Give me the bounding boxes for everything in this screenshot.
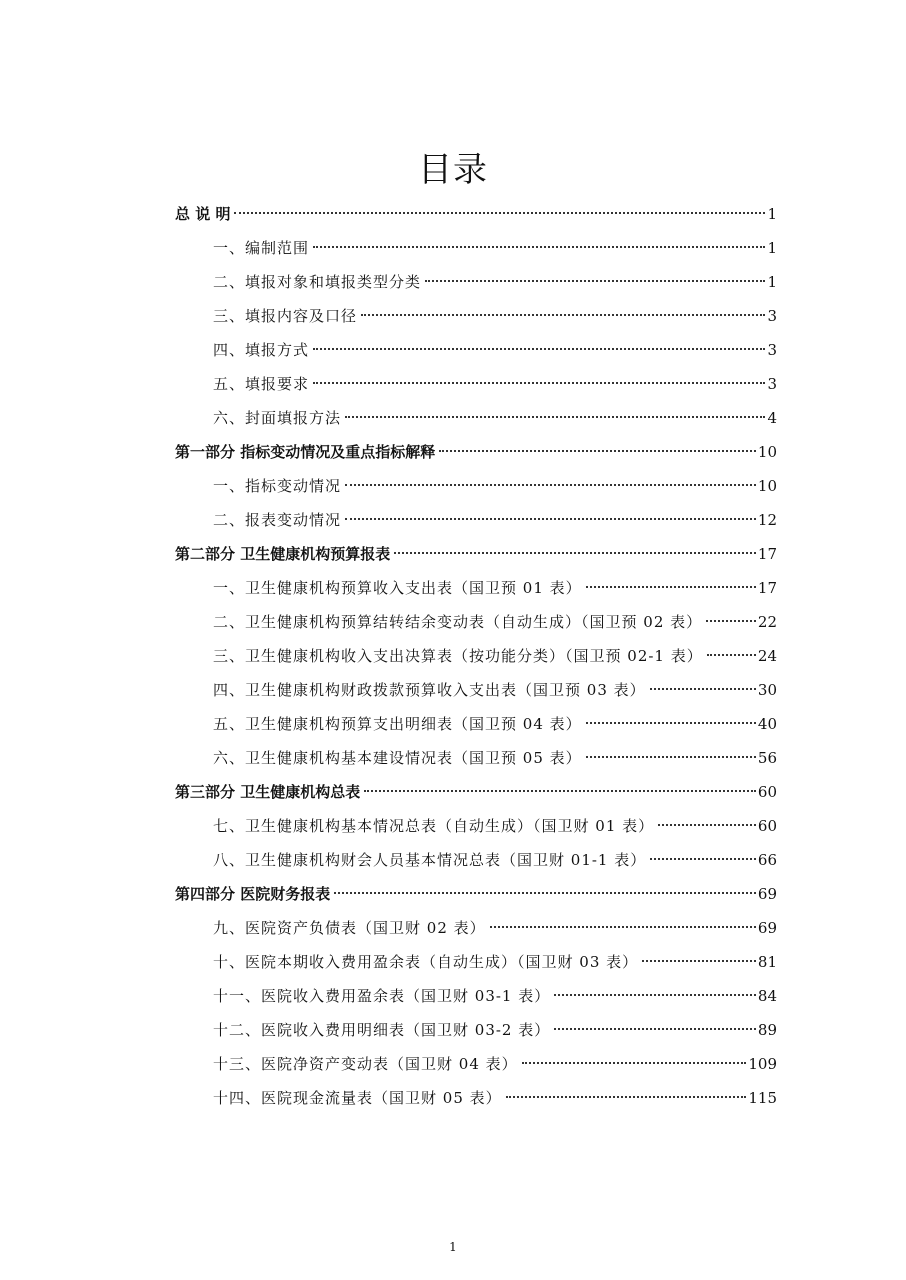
toc-entry-page-number: 1	[767, 205, 777, 223]
toc-dot-leader	[554, 1028, 756, 1030]
toc-dot-leader	[650, 688, 756, 690]
toc-entry-page-number: 109	[748, 1055, 777, 1073]
toc-entry-label: 七、卫生健康机构基本情况总表（自动生成）（国卫财 01 表）	[213, 817, 655, 835]
toc-dot-leader	[642, 960, 756, 962]
toc-entry-page-number: 4	[767, 409, 777, 427]
toc-subsection-entry[interactable]	[175, 571, 777, 605]
toc-entry-label: 三、卫生健康机构收入支出决算表（按功能分类）（国卫预 02-1 表）	[213, 647, 703, 665]
toc-entry-page-number: 89	[757, 1021, 777, 1039]
toc-entry-page-number: 84	[757, 987, 777, 1005]
toc-dot-leader	[345, 484, 756, 486]
toc-entry-page-number: 3	[767, 341, 777, 359]
toc-dot-leader	[313, 348, 765, 350]
toc-section-entry[interactable]	[175, 197, 777, 231]
toc-entry-page-number: 3	[767, 375, 777, 393]
toc-entry-page-number: 60	[757, 783, 777, 801]
toc-subsection-entry[interactable]	[175, 367, 777, 401]
toc-dot-leader	[586, 586, 756, 588]
toc-entry-label: 五、填报要求	[213, 375, 310, 393]
toc-subsection-entry[interactable]	[175, 1013, 777, 1047]
toc-dot-leader	[313, 246, 765, 248]
toc-entry-label: 十四、医院现金流量表（国卫财 05 表）	[213, 1089, 502, 1107]
toc-subsection-entry[interactable]	[175, 979, 777, 1013]
toc-entry-page-number: 56	[757, 749, 777, 767]
toc-dot-leader	[425, 280, 765, 282]
toc-entry-label: 第三部分 卫生健康机构总表	[175, 783, 361, 801]
toc-section-entry[interactable]	[175, 537, 777, 571]
page-title: 目录	[418, 150, 488, 190]
toc-subsection-entry[interactable]	[175, 503, 777, 537]
toc-entry-page-number: 10	[757, 477, 777, 495]
toc-subsection-entry[interactable]	[175, 911, 777, 945]
toc-dot-leader	[706, 620, 756, 622]
toc-entry-page-number: 17	[757, 545, 777, 563]
toc-dot-leader	[345, 518, 756, 520]
toc-section-entry[interactable]	[175, 435, 777, 469]
toc-dot-leader	[439, 450, 756, 452]
toc-entry-page-number: 69	[757, 919, 777, 937]
toc-entry-label: 二、填报对象和填报类型分类	[213, 273, 422, 291]
toc-dot-leader	[361, 314, 765, 316]
toc-entry-page-number: 1	[767, 239, 777, 257]
toc-section-entry[interactable]	[175, 775, 777, 809]
toc-entry-label: 十一、医院收入费用盈余表（国卫财 03-1 表）	[213, 987, 551, 1005]
toc-subsection-entry[interactable]	[175, 741, 777, 775]
toc-entry-label: 五、卫生健康机构预算支出明细表（国卫预 04 表）	[213, 715, 582, 733]
toc-dot-leader	[394, 552, 756, 554]
toc-entry-label: 第四部分 医院财务报表	[175, 885, 331, 903]
toc-entry-label: 十、医院本期收入费用盈余表（自动生成）（国卫财 03 表）	[213, 953, 639, 971]
toc-entry-page-number: 81	[757, 953, 777, 971]
toc-entry-label: 十三、医院净资产变动表（国卫财 04 表）	[213, 1055, 518, 1073]
toc-entry-label: 三、填报内容及口径	[213, 307, 358, 325]
toc-dot-leader	[490, 926, 756, 928]
toc-dot-leader	[650, 858, 756, 860]
toc-entry-label: 一、卫生健康机构预算收入支出表（国卫预 01 表）	[213, 579, 582, 597]
toc-dot-leader	[313, 382, 765, 384]
toc-entry-page-number: 30	[757, 681, 777, 699]
toc-entry-label: 十二、医院收入费用明细表（国卫财 03-2 表）	[213, 1021, 551, 1039]
toc-dot-leader	[364, 790, 756, 792]
toc-subsection-entry[interactable]	[175, 265, 777, 299]
toc-subsection-entry[interactable]	[175, 333, 777, 367]
toc-entry-label: 二、卫生健康机构预算结转结余变动表（自动生成）（国卫预 02 表）	[213, 613, 703, 631]
toc-entry-label: 总 说 明	[175, 205, 231, 223]
toc-dot-leader	[658, 824, 756, 826]
toc-dot-leader	[334, 892, 756, 894]
toc-entry-page-number: 24	[757, 647, 777, 665]
toc-subsection-entry[interactable]	[175, 639, 777, 673]
toc-subsection-entry[interactable]	[175, 707, 777, 741]
page-number: 1	[449, 1240, 457, 1254]
toc-entry-label: 第二部分 卫生健康机构预算报表	[175, 545, 391, 563]
toc-subsection-entry[interactable]	[175, 469, 777, 503]
toc-entry-label: 六、卫生健康机构基本建设情况表（国卫预 05 表）	[213, 749, 582, 767]
toc-entry-label: 第一部分 指标变动情况及重点指标解释	[175, 443, 436, 461]
toc-entry-label: 九、医院资产负债表（国卫财 02 表）	[213, 919, 486, 937]
toc-subsection-entry[interactable]	[175, 299, 777, 333]
toc-entry-page-number: 40	[757, 715, 777, 733]
table-of-contents	[175, 197, 777, 1115]
toc-entry-page-number: 12	[757, 511, 777, 529]
toc-entry-page-number: 69	[757, 885, 777, 903]
toc-entry-label: 四、填报方式	[213, 341, 310, 359]
toc-entry-label: 四、卫生健康机构财政拨款预算收入支出表（国卫预 03 表）	[213, 681, 646, 699]
toc-entry-page-number: 66	[757, 851, 777, 869]
toc-dot-leader	[586, 722, 756, 724]
toc-subsection-entry[interactable]	[175, 1047, 777, 1081]
toc-entry-label: 二、报表变动情况	[213, 511, 342, 529]
toc-dot-leader	[554, 994, 756, 996]
toc-dot-leader	[522, 1062, 747, 1064]
toc-entry-label: 八、卫生健康机构财会人员基本情况总表（国卫财 01-1 表）	[213, 851, 647, 869]
toc-entry-page-number: 60	[757, 817, 777, 835]
toc-subsection-entry[interactable]	[175, 401, 777, 435]
toc-subsection-entry[interactable]	[175, 809, 777, 843]
toc-entry-page-number: 10	[757, 443, 777, 461]
toc-subsection-entry[interactable]	[175, 605, 777, 639]
toc-entry-label: 一、指标变动情况	[213, 477, 342, 495]
toc-entry-page-number: 22	[757, 613, 777, 631]
toc-subsection-entry[interactable]	[175, 673, 777, 707]
toc-dot-leader	[234, 212, 765, 214]
toc-dot-leader	[506, 1096, 747, 1098]
toc-dot-leader	[345, 416, 765, 418]
toc-entry-page-number: 17	[757, 579, 777, 597]
toc-entry-page-number: 115	[748, 1089, 777, 1107]
toc-entry-page-number: 3	[767, 307, 777, 325]
toc-subsection-entry[interactable]	[175, 843, 777, 877]
toc-entry-label: 一、编制范围	[213, 239, 310, 257]
toc-dot-leader	[586, 756, 756, 758]
toc-section-entry[interactable]	[175, 877, 777, 911]
toc-subsection-entry[interactable]	[175, 945, 777, 979]
toc-subsection-entry[interactable]	[175, 231, 777, 265]
toc-subsection-entry[interactable]	[175, 1081, 777, 1115]
toc-dot-leader	[707, 654, 756, 656]
toc-entry-page-number: 1	[767, 273, 777, 291]
toc-entry-label: 六、封面填报方法	[213, 409, 342, 427]
